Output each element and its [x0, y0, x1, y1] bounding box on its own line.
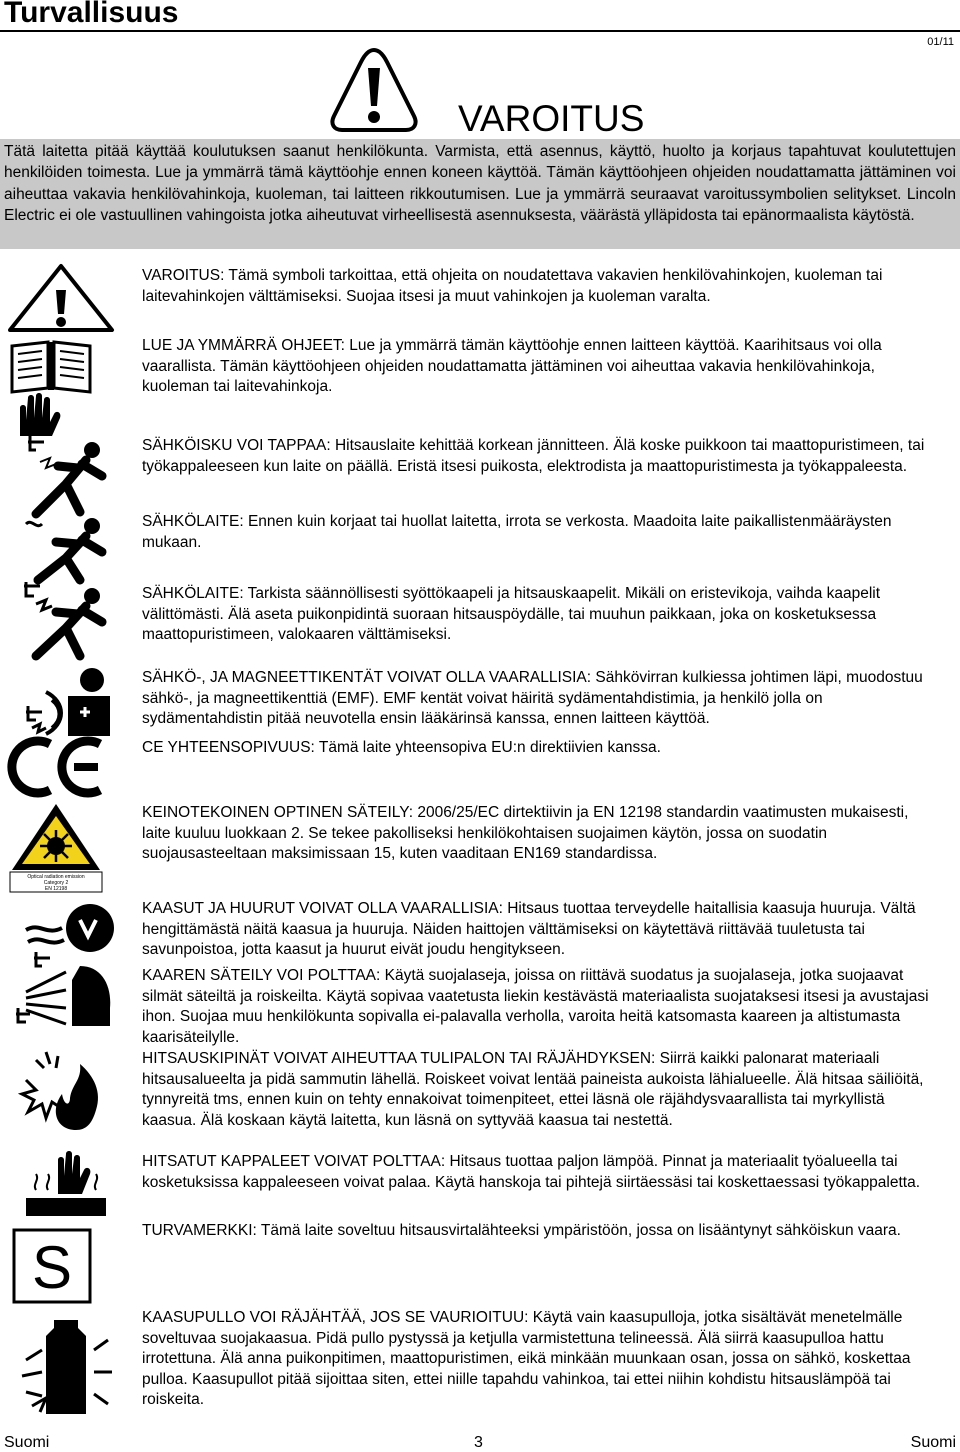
electric-shock-icon — [6, 432, 111, 514]
optical-label-line1: Optical radiation emission — [27, 874, 85, 880]
ce-mark-icon — [6, 734, 106, 796]
footer-language-left: Suomi — [4, 1434, 50, 1451]
entry-electric-device-1: SÄHKÖLAITE: Ennen kuin korjaat tai huollat laitetta, irrota se verkosta. Maadoita laite paikallistenmääräysten mukaan. — [142, 513, 892, 551]
s-mark-letter: S — [31, 1234, 73, 1301]
header-rule — [0, 30, 960, 32]
entry-emf: SÄHKÖ-, JA MAGNEETTIKENTÄT VOIVAT OLLA VAARALLISIA: Sähkövirran kulkiessa johtimen läpi, muodostuu sähkö-, ja magneettikenttiä (EMF). EMF kentät voivat häiritä sydämentahdistimia, ja henkilö jolla on sydämentahdistin pitää neuvotella ensin lääkärinsä kanssa, ennen laitteen käyttöä. — [142, 669, 923, 727]
entry-ce: CE YHTEENSOPIVUUS: Tämä laite yhteensopiva EU:n direktiivien kanssa. — [142, 739, 661, 756]
electric-shock-icon — [6, 580, 111, 656]
footer-page-number: 3 — [474, 1434, 483, 1451]
entry-welding-sparks: HITSAUSKIPINÄT VOIVAT AIHEUTTAA TULIPALON TAI RÄJÄHDYKSEN: Siirrä kaikki palonarat materiaali hitsausalueelta ja pidä sammutin lähellä. Roiskeet voivat lentää paineista aukoista lähialueelle. Älä hitsaa säiliöitä, tynnyreitä tms, ennen kuin on tehty ennakoivat toimenpiteet, ettei läsnä ole räjähdysvaarallista tai myrkyllistä kaasua. Älä koskaan käytä laitetta, kun läsnä on syttyvää kaasua tai nestettä. — [142, 1050, 924, 1129]
entry-gas-cylinder: KAASUPULLO VOI RÄJÄHTÄÄ, JOS SE VAURIOITUU: Käytä vain kaasupulloja, jotka sisältävät menetelmälle soveltuvaa suojakaasua. Pidä pullo pystyssä ja ketjulla varmistettuna telineessä. Älä siirrä kaasupulloa hattu irrotettuna. Älä anna puikonpitimen, maattopuristimen, eikä minkään muunkaan osan, jossa on sähkö, koskettaa pulloa. Kaasupullot pitää sijoittaa siten, ettei niille tapahdu vahinkoa, tai ettei niihin kohdistu hitsauslämpöä tai roiskeita. — [142, 1309, 911, 1408]
warning-triangle-icon — [6, 262, 116, 334]
entry-arc-rays: KAAREN SÄTEILY VOI POLTTAA: Käytä suojalaseja, joissa on riittävä suodatus ja suojalaseja, jotka suojaavat silmät säteiltä ja roiskeilta. Käytä sopivaa vaatetusta liekin kestävästä materiaalista suojataksesi itsesi ja avustajasi ihon. Suojaa muu henkilökunta sopivalla ei-palavalla verholla, varoita heitä katsomasta kaareen ja altistumasta kaarisäteilylle. — [142, 967, 929, 1046]
entry-read-instructions: LUE JA YMMÄRRÄ OHJEET: Lue ja ymmärrä tämän käyttöohje ennen laitteen käyttöä. Kaarihitsaus voi olla vaarallista. Tämän käyttöohjeen ohjeiden noudattamatta jättäminen voi aiheuttaa vakavia henkilövahinkoja, kuoleman tai laitevahinkoja. — [142, 337, 882, 395]
entry-optical-radiation: KEINOTEKOINEN OPTINEN SÄTEILY: 2006/25/EC dirtektiivin ja EN 12198 standardin vaatimusten mukaisesti, laite kuuluu luokkaan 2. Se tekee pakolliseksi henkilökohtaisen suojaimen käytön, jossa on suodatin suojausasteeltaan maksimissaan 15, kuten vaaditaan EN169 standardissa. — [142, 804, 909, 862]
fumes-icon — [6, 896, 116, 968]
book-icon — [6, 336, 96, 394]
warning-heading: VAROITUS — [458, 98, 645, 139]
entry-electric-device-2: SÄHKÖLAITE: Tarkista säännöllisesti syöttökaapeli ja hitsauskaapelit. Mikäli on eristevikoja, vaihda kaapelit välittömästi. Älä aseta puikonpidintä suoraan hitsauspöydälle, tai muuhun paikkaan, joka on kosketuksessa maattopuristimeen, valokaaren välttämiseksi. — [142, 585, 881, 643]
entry-warning: VAROITUS: Tämä symboli tarkoittaa, että ohjeita on noudatettava vakavien henkilövahinkojen, kuoleman tai laitevahinkojen välttämiseksi. Suojaa itsesi ja muut vahinkojen ja kuoleman varalta. — [142, 267, 883, 305]
s-mark-icon — [6, 1226, 96, 1306]
arc-rays-icon — [6, 962, 116, 1028]
entry-hot-parts: HITSATUT KAPPALEET VOIVAT POLTTAA: Hitsaus tuottaa paljon lämpöä. Pinnat ja materiaalit työalueella tai kosketuksissa kappaleeseen voivat palaa. Käytä hanskoja tai pihtejä siirtäessäsi tai koskettaessasi työkappaletta. — [142, 1153, 921, 1191]
page-code: 01/11 — [927, 36, 954, 48]
footer-language-right: Suomi — [910, 1434, 956, 1451]
warning-header-icon — [330, 46, 418, 132]
entry-safety-mark: TURVAMERKKI: Tämä laite soveltuu hitsausvirtalähteeksi ympäristöön, jossa on lisääntynyt sähköiskun vaara. — [142, 1222, 901, 1239]
electric-shock-icon — [6, 514, 111, 580]
intro-text: Tätä laitetta pitää käyttää koulutuksen saanut henkilökunta. Varmista, että asennus, käyttö, huolto ja korjaus tapahtuvat koulutettujen henkilöiden toimesta. Lue ja ymmärrä tämä käyttöohje ennen koneen käyttöä. Tämän käyttöohjeen ohjeiden noudattamatta jättäminen voi aiheuttaa vakavia henkilövahinkoja, kuoleman, tai laitteen rikkoutumisen. Lue ja ymmärrä seuraavat varoitussymbolien selitykset. Lincoln Electric ei ole vastuullinen vahingoista jotka aiheutuvat virheellisestä asennuksesta, väärästä ylläpidosta tai epänormaalista käytöstä. — [0, 139, 960, 249]
optical-label-line3: EN 12198 — [44, 886, 68, 892]
entry-fumes-gases: KAASUT JA HUURUT VOIVAT OLLA VAARALLISIA: Hitsaus tuottaa terveydelle haitallisia kaasuja huuruja. Vältä hengittämästä näitä kaasua ja huuruja. Näiden haittojen välttämiseksi on käytettävä riittävää tuuletusta tai savunpoistoa, jotta kaasut ja huurut eivät joudu hengitykseen. — [142, 900, 916, 958]
hot-parts-icon — [6, 1150, 116, 1218]
entry-electric-shock: SÄHKÖISKU VOI TAPPAA: Hitsauslaite kehittää korkean jännitteen. Älä koske puikkoon tai maattopuristimeen, tai työkappaleeseen kun laite on päällä. Eristä itsesi puikosta, elektrodista ja maattopuristimesta ja työkappaleesta. — [142, 437, 925, 475]
page-title: Turvallisuus — [4, 0, 179, 29]
fire-explosion-icon — [6, 1040, 116, 1140]
optical-radiation-icon — [6, 800, 106, 892]
optical-label-line2: Category 2 — [43, 880, 69, 886]
emf-icon — [6, 662, 116, 740]
gas-cylinder-icon — [6, 1310, 116, 1422]
